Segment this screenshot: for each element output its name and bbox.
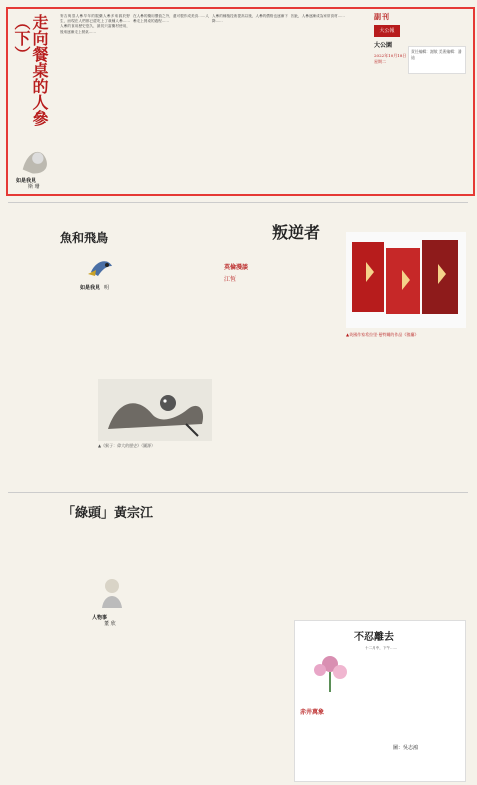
author-name: 斯 珊 <box>28 184 40 190</box>
editor-note: 責任編輯：謝敏 美術編輯：潘迪 <box>411 49 462 60</box>
supplement-name: 副刊 <box>374 12 390 21</box>
bottom-right-column-2: 十二月中，下午…… <box>365 646 398 650</box>
monkey-caption: ▲《猴子：偉大的歷史》（圖源） <box>98 443 156 448</box>
middle-left-column-4 <box>12 390 92 485</box>
book-caption: ▲英國作家希拉里·曼特爾的作品《狼廳》 <box>346 332 419 337</box>
middle-right-sub1: 英倫漫談 <box>224 264 249 271</box>
middle-left-title: 魚和飛鳥 <box>60 231 109 245</box>
monkey-illustration <box>98 379 212 441</box>
bottom-left-column-1 <box>12 530 82 780</box>
middle-right-title: 叛逆者 <box>272 223 321 242</box>
book-covers <box>346 232 466 328</box>
publication-badge: 大公報 <box>374 25 400 37</box>
section-divider-top <box>8 202 468 203</box>
issue-date: 2022年10月18日 <box>374 53 407 58</box>
bottom-left-column-3 <box>140 530 210 780</box>
top-column-1: 麥吉與蒸人參早年的服藥人參多來源於野生，而現在人們都已經吃上了栽種人參……人參的食用歷史悠久，最初只當藥材使用，後來逐漸走上餐桌…… <box>60 14 130 34</box>
flower-illustration <box>300 644 360 696</box>
bottom-right-sub: 赤井萬象 <box>300 709 325 716</box>
top-column-3: 人參的種植技術提高以後，人參的價格也逐漸下降…… <box>212 14 288 24</box>
author-label: 如是我見 <box>16 178 37 184</box>
bottom-left-author: 董 欣 <box>104 621 116 627</box>
bottom-left-column-label: 人物事 <box>92 615 108 621</box>
title-text: 走向餐桌的人參（下） <box>12 14 49 126</box>
middle-right-column-2 <box>286 244 346 326</box>
weekday: 星期二 <box>374 59 386 64</box>
article-title-vertical <box>12 14 49 139</box>
middle-left-column-1 <box>12 248 82 388</box>
portrait-illustration <box>96 572 128 612</box>
editor-note-box <box>408 46 466 74</box>
bottom-right-author: 圖：吳志鴻 <box>393 745 419 751</box>
middle-left-column-2 <box>84 300 128 372</box>
top-column-2: 在人參的藥用價值之外，還可製作成美食……人參走上餐桌的過程…… <box>133 14 209 24</box>
bottom-right-title: 不忍離去 <box>354 632 394 643</box>
supplement-sub: 大公園 <box>374 42 393 49</box>
bird-illustration <box>86 254 116 280</box>
middle-right-sub2: 江恆 <box>224 276 237 283</box>
middle-right-column-1 <box>224 320 312 480</box>
bottom-left-title: 「綠頭」黃宗江 <box>62 506 154 521</box>
section-divider-bottom <box>8 492 468 493</box>
middle-left-sub1: 如是我見 <box>80 285 101 291</box>
middle-left-sub2: 明 <box>104 285 110 291</box>
middle-right-column-3 <box>314 342 464 482</box>
top-column-4: 因此，人參逐漸成為家常食材…… <box>291 14 345 18</box>
top-column-5 <box>374 80 462 182</box>
middle-left-column-3 <box>130 248 190 388</box>
